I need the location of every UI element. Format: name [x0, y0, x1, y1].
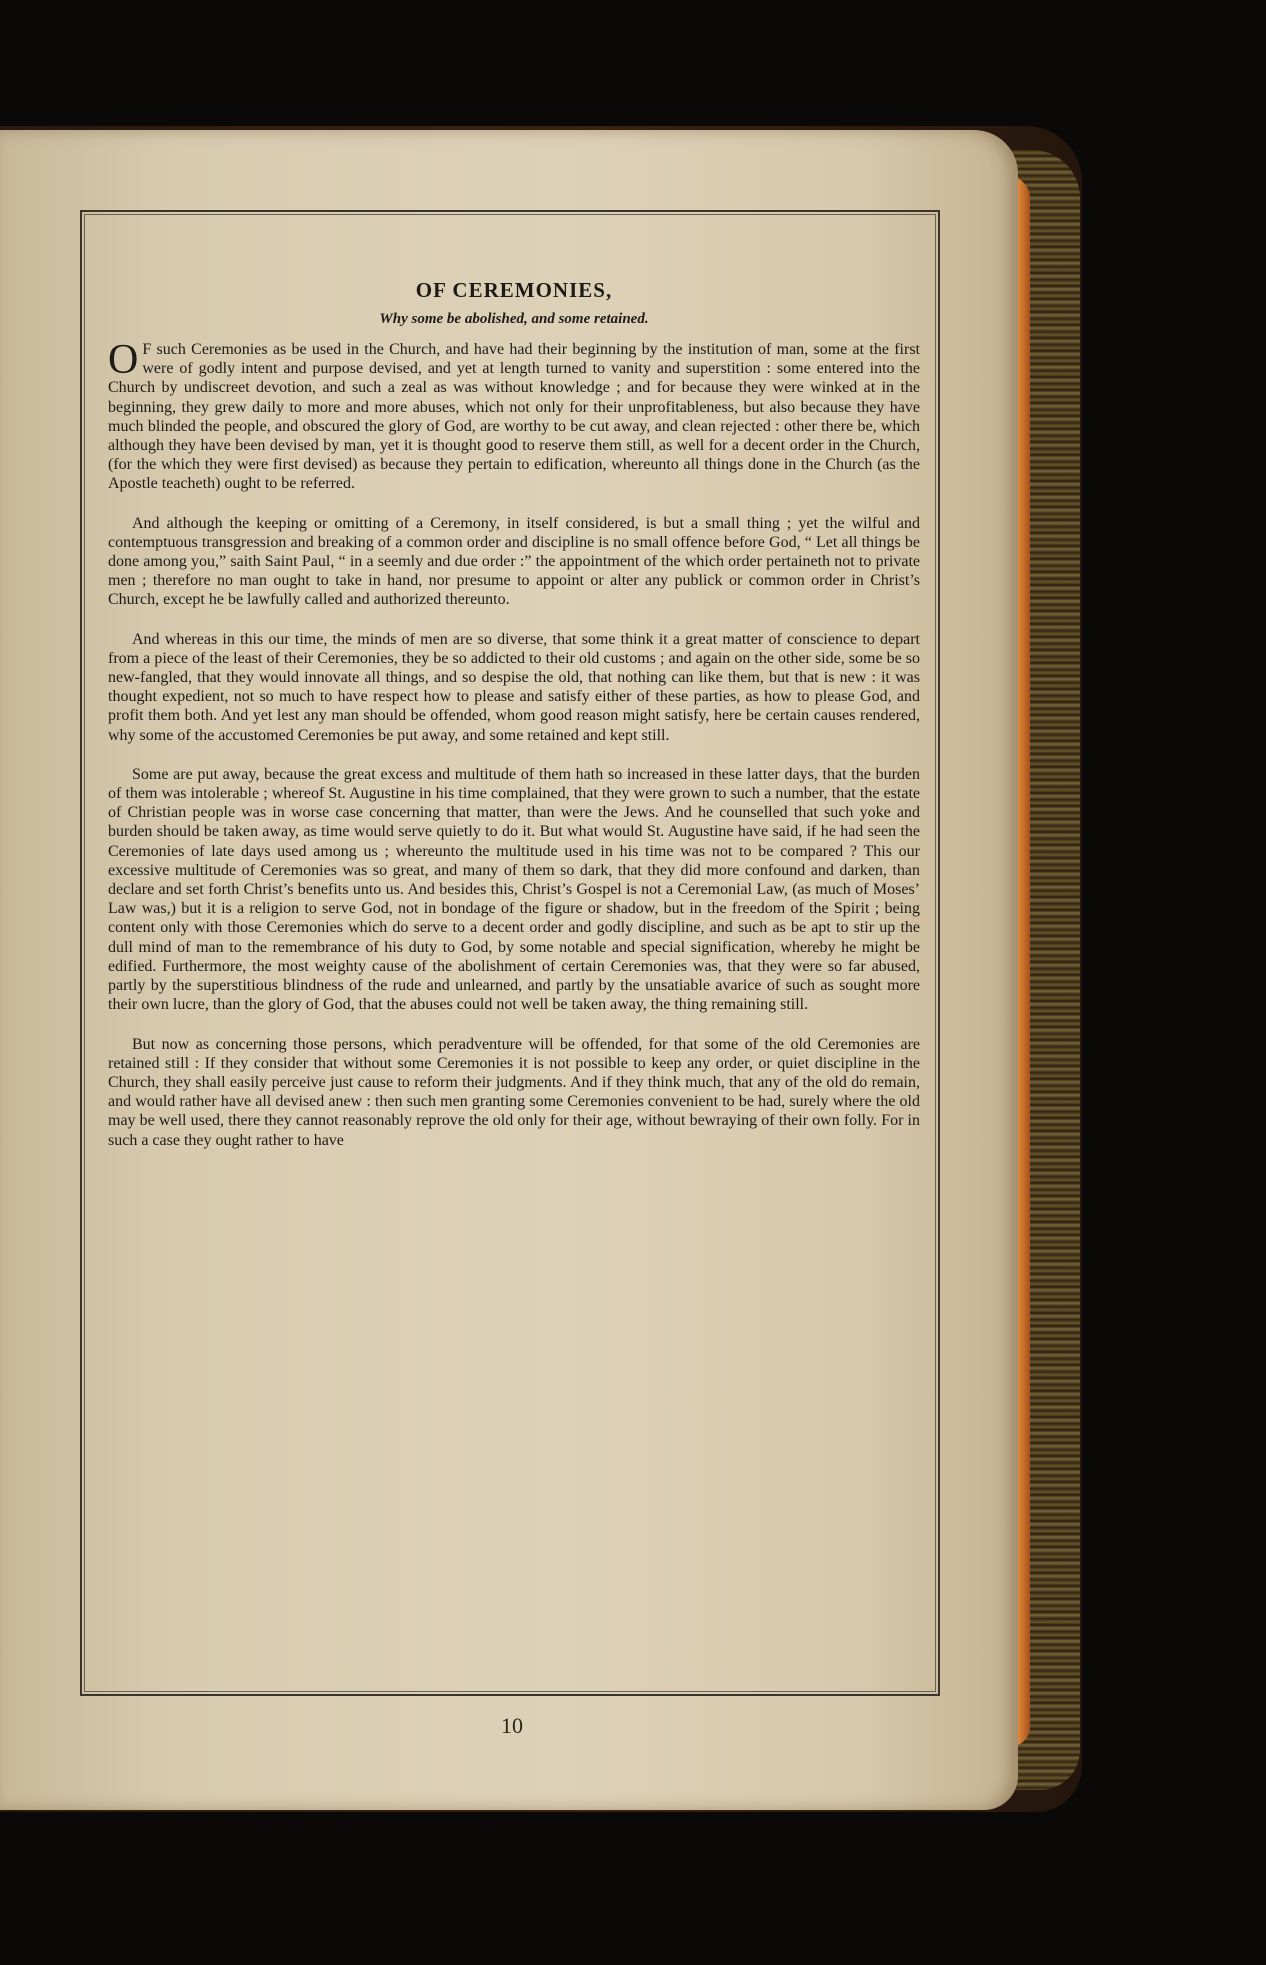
paragraph-1-text: F such Ceremonies as be used in the Church, and have had their beginning by the institution of man, some at the first were of godly intent and purpose devised, and yet at length turned to vanity and superstition : some entered into the Church by undiscreet devotion, and such a zeal as was without knowledge ; and for because they were winked at in the beginning, they grew daily to more and more abuses, which not only for their unprofitableness, but also because they have much blinded the people, and obscured the glory of God, are worthy to be cut away, and clean rejected : other there be, which although they have been devised by man, yet it is thought good to reserve them still, as well for a decent order in the Church, (for the which they were first devised) as because they pertain to edification, whereunto all things done in the Church (as the Apostle teacheth) ought to be referred. [108, 341, 920, 493]
paragraph-1 [108, 337, 920, 494]
paragraph-2: And although the keeping or omitting of a Ceremony, in itself considered, is but a small thing ; yet the wilful and contemptuous transgression and breaking of a common order and discipline is no small offence before God, “ Let all things be done among you,” saith Saint Paul, “ in a seemly and due order :” the appointment of the which order pertaineth not to private men ; therefore no man ought to take in hand, nor presume to appoint or alter any publick or common order in Christ’s Church, except he be lawfully called and authorized thereunto. [108, 514, 920, 609]
paragraph-3: And whereas in this our time, the minds of men are so diverse, that some think it a great matter of conscience to depart from a piece of the least of their Ceremonies, they be so addicted to their old customs ; and again on the other side, some be so new-fangled, that they would innovate all things, and so despise the old, that nothing can like them, but that is new : it was thought expedient, not so much to have respect how to please and satisfy either of these parties, as how to please God, and profit them both. And yet lest any man should be offended, whom good reason might satisfy, here be certain causes rendered, why some of the accustomed Ceremonies be put away, and some retained and kept still. [108, 630, 920, 744]
drop-cap: O [108, 337, 139, 383]
page-title: OF CEREMONIES, [415, 278, 613, 302]
paragraph-5: But now as concerning those persons, which peradventure will be offended, for that some of the old Ceremonies are retained still : If they consider that without some Ceremonies it is not possible to keep any order, or quiet discipline in the Church, they shall easily perceive just cause to reform their judgments. And if they think much, that any of the old do remain, and would rather have all devised anew : then such men granting some Ceremonies convenient to be had, surely where the old may be well used, there they cannot reasonably reprove the old only for their age, without bewraying of their own folly. For in such a case they ought rather to have [108, 1035, 920, 1149]
page-text [108, 272, 920, 1692]
page-number: 10 [501, 1713, 523, 1738]
paragraph-4: Some are put away, because the great excess and multitude of them hath so increased in these latter days, that the burden of them was intolerable ; whereof St. Augustine in his time complained, that they were grown to such a number, that the estate of Christian people was in worse case concerning that matter, than were the Jews. And he counselled that such yoke and burden should be taken away, as time would serve quietly to do it. But what would St. Augustine have said, if he had seen the Ceremonies of late days used among us ; whereunto the multitude used in his time was not to be compared ? This our excessive multitude of Ceremonies was so great, and many of them so dark, that they did more confound and darken, than declare and set forth Christ’s benefits unto us. And besides this, Christ’s Gospel is not a Ceremonial Law, (as much of Moses’ Law was,) but it is a religion to serve God, not in bondage of the figure or shadow, but in the freedom of the Spirit ; being content only with those Ceremonies which do serve to a decent order and godly discipline, and such as be apt to stir up the dull mind of man to the remembrance of his duty to God, by some notable and special signification, whereby he might be edified. Furthermore, the most weighty cause of the abolishment of certain Ceremonies was, that they were so far abused, partly by the superstitious blindness of the rude and unlearned, and partly by the unsatiable avarice of such as sought more their own lucre, than the glory of God, that the abuses could not well be taken away, the thing remaining still. [108, 765, 920, 1014]
page-subtitle: Why some be abolished, and some retained. [379, 311, 649, 327]
